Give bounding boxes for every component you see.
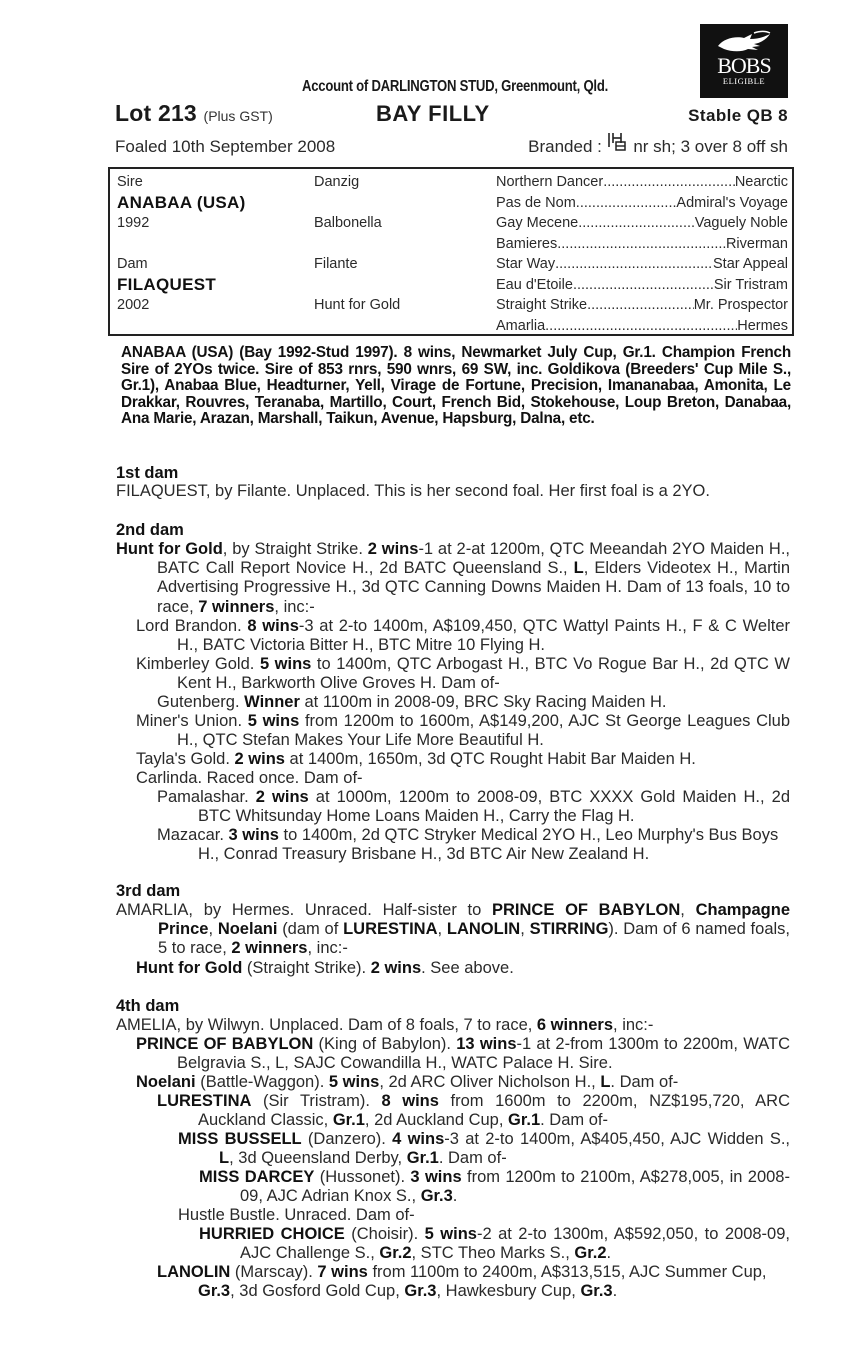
pedigree-paragraph xyxy=(157,788,790,826)
text: , 2d ARC Oliver Nicholson H., xyxy=(379,1073,601,1091)
bold-text: 5 wins xyxy=(424,1225,477,1243)
section-heading: 2nd dam xyxy=(116,521,184,539)
section-heading: 4th dam xyxy=(116,997,180,1015)
gp-right: Star Appeal xyxy=(713,256,788,272)
gp-row xyxy=(496,172,788,193)
foaled-date: Foaled 10th September 2008 xyxy=(115,137,336,156)
text: ). Dam of 6 named foals, 5 to race, xyxy=(158,920,790,958)
pedigree-paragraph xyxy=(116,901,790,959)
bold-text: LURESTINA xyxy=(343,920,438,939)
pedigree-paragraph xyxy=(136,959,790,978)
text: at 1000m, 1200m to 2008-09, BTC XXXX Gold Maiden H., 2d BTC Whitsunday Home Loans Maiden H., Carry the Flag H. xyxy=(198,788,791,826)
text: , xyxy=(437,920,447,939)
bold-text: LANOLIN xyxy=(446,920,521,939)
text: Hustle Bustle. Unraced. Dam of- xyxy=(178,1206,415,1224)
pedigree-great-grandparents xyxy=(496,172,788,336)
gp-left: Bamieres xyxy=(496,235,558,252)
text: . Dam of- xyxy=(438,1149,507,1168)
branded-detail: nr sh; 3 over 8 off sh xyxy=(633,137,788,156)
sire-dam: Balbonella xyxy=(314,215,382,231)
bold-text: Gr.1 xyxy=(406,1149,439,1168)
bold-text: 2 wins xyxy=(370,959,422,977)
dam-year: 2002 xyxy=(117,297,150,313)
text: (Straight Strike). xyxy=(242,959,371,977)
stable-location: Stable QB 8 xyxy=(688,106,788,125)
gp-left: Pas de Nom xyxy=(496,194,576,211)
bold-text: LURESTINA xyxy=(157,1092,252,1110)
gp-left: Northern Dancer xyxy=(496,174,604,190)
gp-left: Star Way xyxy=(496,256,556,272)
pedigree-grandparents-col xyxy=(314,172,400,316)
gp-left: Straight Strike xyxy=(496,297,588,313)
text: , STC Theo Marks S., xyxy=(411,1244,575,1263)
text: AMELIA, by Wilwyn. Unplaced. Dam of 8 foals, 7 to race, xyxy=(116,1016,537,1034)
bold-text: STIRRING xyxy=(529,920,609,939)
text: (Hussonet). xyxy=(314,1168,411,1186)
text: . See above. xyxy=(421,959,514,977)
text: , inc:- xyxy=(274,597,315,616)
text: Mazacar. xyxy=(157,826,229,844)
text: to 1400m, QTC Arbogast H., BTC Vo Rogue Bar H., 2d QTC W Kent H., Barkworth Olive Groves H. Dam of- xyxy=(177,655,790,693)
vendor-account: Account of DARLINGTON STUD, Greenmount, Qld. xyxy=(301,78,608,95)
sire-year: 1992 xyxy=(117,215,150,231)
text: , Hawkesbury Cup, xyxy=(436,1282,581,1301)
bold-text: 8 wins xyxy=(247,617,299,635)
text: Kimberley Gold. xyxy=(136,655,260,673)
text: , by Straight Strike. xyxy=(222,540,368,558)
text: . xyxy=(452,1187,458,1206)
bold-text: L xyxy=(573,559,584,578)
bold-text: L xyxy=(600,1073,611,1091)
lot-note: (Plus GST) xyxy=(203,108,273,124)
bold-text: PRINCE OF BABYLON xyxy=(492,901,681,919)
horse-sex: BAY FILLY xyxy=(376,101,490,126)
bold-text: 5 wins xyxy=(247,712,300,730)
text: FILAQUEST, by Filante. Unplaced. This is her second foal. Her first foal is a 2YO. xyxy=(116,482,710,500)
leader-dots xyxy=(587,295,694,316)
text: (King of Babylon). xyxy=(313,1035,457,1053)
bold-text: 5 wins xyxy=(259,655,312,673)
bold-text: HURRIED CHOICE xyxy=(199,1225,345,1243)
pedigree-paragraph xyxy=(116,482,790,501)
text: (Choisir). xyxy=(344,1225,425,1243)
bold-text: Gr.1 xyxy=(508,1111,541,1130)
pedigree-paragraph xyxy=(199,1168,790,1206)
text: (dam of xyxy=(277,920,344,939)
text: Miner's Union. xyxy=(136,712,248,730)
bold-text: LANOLIN xyxy=(157,1263,231,1281)
bold-text: 3 wins xyxy=(228,826,279,844)
bold-text: 6 winners xyxy=(536,1016,614,1034)
lot-label: Lot 213 xyxy=(115,100,197,126)
gp-row xyxy=(496,275,788,296)
gp-left: Eau d'Etoile xyxy=(496,276,573,293)
text: -2 at 2-to 1300m, A$592,050, to 2008-09, AJC Challenge S., xyxy=(240,1225,790,1263)
bold-text: 2 wins xyxy=(367,540,419,558)
gp-right: Vaguely Noble xyxy=(694,215,788,231)
text: from 1600m to 2200m, NZ$195,720, ARC Auckland Classic, xyxy=(198,1092,791,1130)
pedigree-paragraph xyxy=(136,617,790,655)
bold-text: Gr.2 xyxy=(574,1244,607,1263)
bold-text: Gr.2 xyxy=(379,1244,412,1263)
text: Tayla's Gold. xyxy=(136,750,235,768)
text: Pamalashar. xyxy=(157,788,256,806)
bold-text: 13 wins xyxy=(456,1035,517,1053)
pedigree-paragraph xyxy=(199,1225,790,1263)
text: from 1200m to 1600m, A$149,200, AJC St George Leagues Club H., QTC Stefan Makes Your Life More Beautiful H. xyxy=(177,712,791,750)
sire-label: Sire xyxy=(117,174,143,190)
section-heading: 3rd dam xyxy=(116,882,181,900)
text: , 3d Queensland Derby, xyxy=(229,1149,407,1168)
pedigree-paragraph xyxy=(136,1073,790,1092)
text: . xyxy=(612,1282,618,1301)
branded-label: Branded : xyxy=(528,137,602,156)
text: (Danzero). xyxy=(301,1130,393,1148)
text: at 1400m, 1650m, 3d QTC Rought Habit Bar Maiden H. xyxy=(284,750,696,768)
text: (Battle-Waggon). xyxy=(195,1073,329,1091)
bold-text: Winner xyxy=(244,693,300,711)
gp-row xyxy=(496,193,788,214)
bold-text: 7 wins xyxy=(317,1263,368,1281)
dam-name: FILAQUEST xyxy=(117,274,217,294)
text: , xyxy=(680,901,696,919)
text: . Dam of- xyxy=(610,1073,679,1091)
bold-text: 5 wins xyxy=(328,1073,380,1091)
pedigree-table xyxy=(108,167,794,336)
text: Gutenberg. xyxy=(157,693,245,711)
bold-text: Noelani xyxy=(136,1073,196,1091)
pedigree-paragraph xyxy=(157,693,790,712)
bold-text: 2 winners xyxy=(231,939,308,958)
bold-text: Noelani xyxy=(217,920,278,939)
section-heading: 1st dam xyxy=(116,464,179,482)
pedigree-paragraph xyxy=(136,655,790,693)
text: , xyxy=(520,920,530,939)
text: (Sir Tristram). xyxy=(251,1092,382,1110)
dam-dam: Hunt for Gold xyxy=(314,297,401,313)
text: , inc:- xyxy=(613,1016,654,1034)
gp-left: Amarlia xyxy=(496,317,546,334)
bold-text: MISS DARCEY xyxy=(199,1168,315,1186)
bold-text: Hunt for Gold xyxy=(116,540,223,558)
bold-text: 8 wins xyxy=(381,1092,439,1110)
gp-row xyxy=(496,213,788,234)
text: . Dam of- xyxy=(540,1111,608,1130)
pedigree-paragraph xyxy=(136,750,790,769)
pedigree-paragraph xyxy=(157,1092,790,1130)
text: AMARLIA, by Hermes. Unraced. Half-sister to xyxy=(116,901,493,919)
branded-info xyxy=(528,137,788,157)
text: , Elders Videotex H., Martin Advertising Progressive H., 3d QTC Canning Downs Maiden H. Dam of 13 foals, 10 to race, xyxy=(157,559,790,616)
lot-number xyxy=(115,100,273,127)
bold-text: Hunt for Gold xyxy=(136,959,243,977)
text: -1 at 2-from 1300m to 2200m, WATC Belgravia S., L, SAJC Cowandilla H., WATC Palace H. Sire. xyxy=(177,1035,790,1073)
pedigree-paragraph xyxy=(157,826,790,864)
pedigree-paragraph xyxy=(136,769,790,788)
text: -3 at 2-to 1400m, A$405,450, AJC Widden S., xyxy=(444,1130,790,1148)
sire-summary: ANABAA (USA) (Bay 1992-Stud 1997). 8 wins, Newmarket July Cup, Gr.1. Champion French Sire of 2YOs twice. Sire of 853 rnrs, 590 wnrs, 69 SW, inc. Goldikova (Breeders' Cup Mile S., Gr.1), Anabaa Blue, Headturner, Yell, Virage de Fortune, Precision, Imananabaa, Amonita, Le Drakkar, Rouvres, Teranaba, Martillo, Court, French Bid, Stokehouse, Loup Breton, Danabaa, Ana Marie, Arazan, Marshall, Taikun, Avenue, Hapsburg, Dalna, etc. xyxy=(121,344,791,427)
text: to 1400m, 2d QTC Stryker Medical 2YO H., Leo Murphy's Bus Boys H., Conrad Treasury Brisbane H., 3d BTC Air New Zealand H. xyxy=(198,826,779,864)
pedigree-paragraph xyxy=(136,712,790,750)
leader-dots xyxy=(603,172,735,193)
text: , inc:- xyxy=(307,939,348,958)
text: (Marscay). xyxy=(230,1263,318,1281)
bold-text: Gr.3 xyxy=(198,1282,231,1301)
bold-text: 2 wins xyxy=(234,750,285,768)
bold-text: 7 winners xyxy=(198,597,275,616)
bold-text: 2 wins xyxy=(255,788,309,806)
bold-text: Gr.3 xyxy=(420,1187,453,1206)
leader-dots xyxy=(573,275,714,296)
gp-right: Riverman xyxy=(725,235,788,252)
text: Lord Brandon. xyxy=(136,617,248,635)
gp-left: Gay Mecene xyxy=(496,215,579,231)
bold-text: MISS BUSSELL xyxy=(178,1130,302,1148)
gp-right: Nearctic xyxy=(734,174,788,190)
pedigree-parents xyxy=(117,172,246,316)
pedigree-paragraph xyxy=(157,1263,790,1301)
bold-text: Gr.3 xyxy=(404,1282,437,1301)
dam-sire: Filante xyxy=(314,256,358,272)
gp-right: Hermes xyxy=(737,317,788,334)
bold-text: Gr.1 xyxy=(332,1111,365,1130)
leader-dots xyxy=(557,234,726,255)
text: . xyxy=(606,1244,612,1263)
gp-row xyxy=(496,316,788,337)
gp-right: Mr. Prospector xyxy=(693,297,788,313)
pedigree-paragraph xyxy=(178,1130,790,1168)
bold-text: Champagne Prince xyxy=(158,901,791,939)
text: , 3d Gosford Gold Cup, xyxy=(230,1282,405,1301)
gp-row xyxy=(496,234,788,255)
pedigree-paragraph xyxy=(116,540,790,617)
gp-row xyxy=(496,295,788,316)
logo-subtitle: ELIGIBLE xyxy=(722,76,766,86)
text: , 2d Auckland Cup, xyxy=(364,1111,509,1130)
pedigree-paragraph xyxy=(136,1035,790,1073)
text: from 1200m to 2100m, A$278,005, in 2008-09, AJC Adrian Knox S., xyxy=(240,1168,790,1206)
text: at 1100m in 2008-09, BRC Sky Racing Maiden H. xyxy=(299,693,667,711)
text: from 1100m to 2400m, A$313,515, AJC Summer Cup, xyxy=(367,1263,767,1281)
leader-dots xyxy=(545,316,737,337)
bold-text: 4 wins xyxy=(392,1130,445,1148)
text: -1 at 2-at 1200m, QTC Meeandah 2YO Maiden H., BATC Call Report Novice H., 2d BATC Queensland S., xyxy=(157,540,790,578)
text: Carlinda. Raced once. Dam of- xyxy=(136,769,363,787)
brand-mark-icon xyxy=(607,131,629,153)
dam-label: Dam xyxy=(117,256,148,272)
gp-row xyxy=(496,254,788,275)
bold-text: PRINCE OF BABYLON xyxy=(136,1035,314,1053)
pedigree-paragraph xyxy=(178,1206,790,1225)
leader-dots xyxy=(555,254,713,275)
gp-right: Sir Tristram xyxy=(713,276,788,293)
bold-text: Gr.3 xyxy=(580,1282,613,1301)
pedigree-paragraph xyxy=(116,1016,790,1035)
bold-text: L xyxy=(219,1149,230,1168)
logo-title: BOBS xyxy=(717,53,771,78)
leader-dots xyxy=(578,213,695,234)
leader-dots xyxy=(576,193,677,214)
text: -3 at 2-to 1400m, A$109,450, QTC Wattyl Paints H., F & C Welter H., BATC Victoria Bitter H., BTC Mitre 10 Flying H. xyxy=(177,617,790,655)
sire-sire: Danzig xyxy=(314,174,360,190)
text: , xyxy=(208,920,218,939)
sire-name: ANABAA (USA) xyxy=(117,192,246,212)
bold-text: 3 wins xyxy=(410,1168,462,1186)
gp-right: Admiral's Voyage xyxy=(676,194,788,211)
